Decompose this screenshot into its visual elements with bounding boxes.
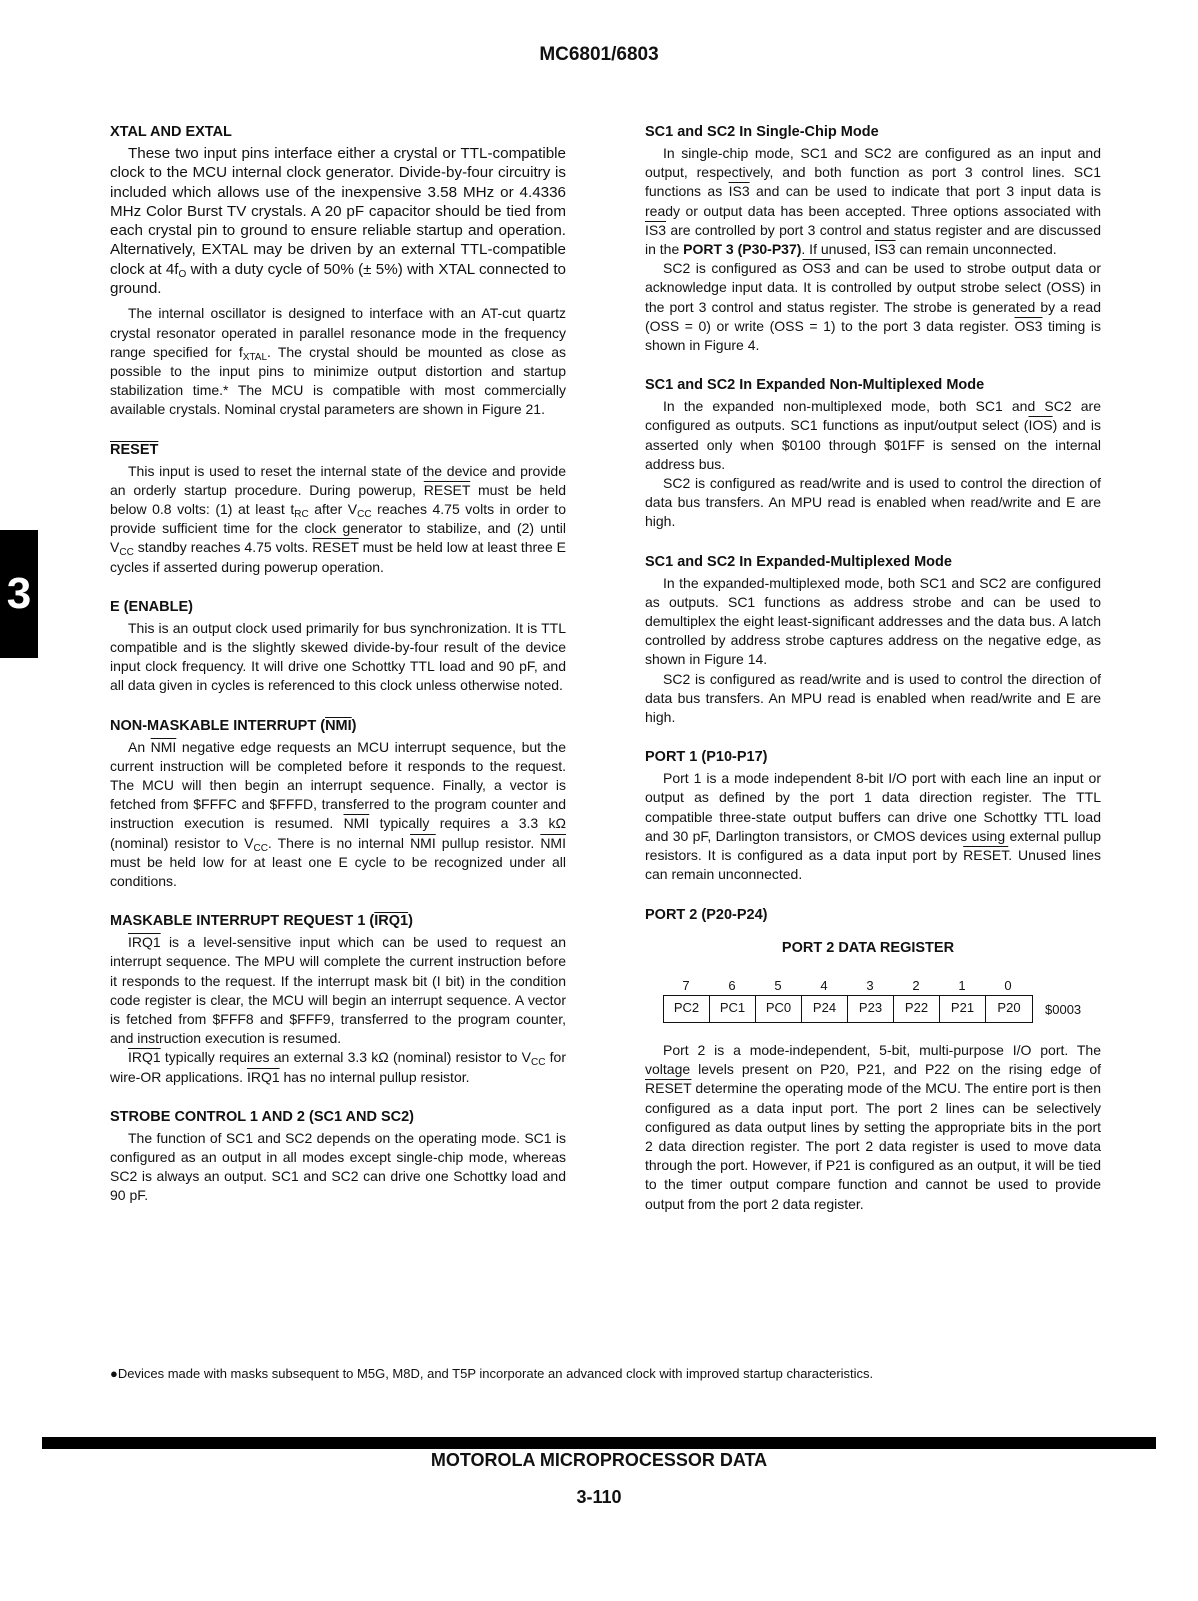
paragraph: The function of SC1 and SC2 depends on the operating mode. SC1 is configured as an output in all modes except single-chip mode, whereas SC2 is always an output. SC1 and SC2 can drive one Schottky load and 90 pF. — [110, 1129, 566, 1204]
paragraph: Port 2 is a mode-independent, 5-bit, multi-purpose I/O port. The voltage levels present on P20, P21, and P22 on the rising edge of RESET determine the operating mode of the MCU. The entire port is then configured as a data input port. The port 2 lines can be selectively configured as data output lines by setting the appropriate bits in the port 2 data direction register. The port 2 data register is used to move data through the port. However, if P21 is configured as an output, it will be tied to the timer output compare function and cannot be used to provide output from the port 2 data register. — [645, 1041, 1101, 1212]
register-bit-numbers — [663, 976, 1101, 995]
section-irq — [110, 911, 566, 1087]
register-row — [645, 995, 1101, 1023]
heading-nmi: NON-MASKABLE INTERRUPT (NMI) — [110, 717, 357, 734]
section-multiplexed — [645, 552, 1101, 728]
bit-number: 0 — [1004, 977, 1012, 993]
register-address: $0003 — [1045, 1001, 1082, 1017]
bit-number: 3 — [866, 977, 874, 993]
paragraph: In the expanded-multiplexed mode, both SC1 and SC2 are configured as outputs. SC1 functions as address strobe and can be used to demultiplex the eight least-significant addresses and the data bus. A latch controlled by address strobe captures address on the negative edge, as shown in Figure 14. — [645, 574, 1101, 668]
section-tab: 3 — [0, 530, 38, 658]
heading-irq: MASKABLE INTERRUPT REQUEST 1 (IRQ1) — [110, 913, 413, 930]
paragraph: IRQ1 typically requires an external 3.3 kΩ (nominal) resistor to $V_{CC}$ for wire-OR applications. IRQ1 has no internal pullup resistor. — [110, 1049, 566, 1085]
register-cell: P21 — [940, 996, 986, 1022]
page-number: 3-110 — [576, 1487, 622, 1507]
heading-reset: RESET — [110, 441, 159, 458]
bit-number: 5 — [774, 977, 782, 993]
paragraph: SC2 is configured as OS3 and can be used to strobe output data or acknowledge input data. It is controlled by output strobe select (OSS) in the port 3 control and status register. The strobe is generated by a read (OSS = 0) or write (OSS = 1) to the port 3 data register. OS3 timing is shown in Figure 4. — [645, 260, 1101, 354]
register-cell: PC2 — [664, 996, 710, 1022]
paragraph: SC2 is configured as read/write and is used to control the direction of data bus transfers. An MPU read is enabled when read/write and E are high. — [645, 670, 1101, 726]
footer-rule — [42, 1437, 1156, 1449]
bit-number: 4 — [820, 977, 828, 993]
section-enable — [110, 597, 566, 696]
heading-enable: E (ENABLE) — [110, 598, 193, 615]
section-port2 — [645, 905, 1101, 1214]
footnote: ●Devices made with masks subsequent to M5G, M8D, and T5P incorporate an advanced clock with improved startup characteristics. — [110, 1366, 874, 1381]
right-column — [645, 122, 1101, 1228]
paragraph: This is an output clock used primarily for bus synchronization. It is TTL compatible and is the slightly skewed divide-by-four result of the device input clock frequency. It will drive one Schottky TTL load and 90 pF, and all data given in cycles is referenced to this clock unless otherwise noted. — [110, 619, 566, 694]
paragraph: SC2 is configured as read/write and is used to control the direction of data bus transfers. An MPU read is enabled when read/write and E are high. — [645, 475, 1101, 530]
register-cell: PC0 — [756, 996, 802, 1022]
heading-port1: PORT 1 (P10-P17) — [645, 749, 768, 766]
bit-number: 6 — [728, 977, 736, 993]
paragraph: An $\overline{NMI}$ negative edge requests an MCU interrupt sequence, but the current instruction will be completed before it responds to the request. The MCU will then begin an interrupt sequence. Finally, a vector is fetched from $FFFC and $FFFD, transferred to the program counter and instruction execution is resumed. $\overline{NMI}$ typically requires a 3.3 kΩ (nominal) resistor to $V_{CC}$. There is no internal $\overline{NMI}$ pullup resistor. $\overline{NMI}$ must be held low for at least one E cycle to be recognized under all conditions. — [110, 738, 567, 890]
register-cell: P24 — [802, 996, 848, 1022]
section-nmi — [110, 716, 566, 892]
section-strobe — [110, 1107, 566, 1206]
heading-single-chip: SC1 and SC2 In Single-Chip Mode — [645, 124, 879, 140]
page-header-title: MC6801/6803 — [539, 44, 659, 65]
register-title: PORT 2 DATA REGISTER — [781, 939, 955, 956]
section-xtal — [110, 122, 566, 420]
port2-data-register — [645, 939, 1101, 1023]
section-port1 — [645, 747, 1101, 884]
bit-number: 1 — [958, 977, 966, 993]
left-column — [110, 122, 566, 1220]
section-single-chip — [645, 122, 1101, 355]
section-reset — [110, 440, 566, 577]
register-cell: P22 — [894, 996, 940, 1022]
paragraph: In single-chip mode, SC1 and SC2 are configured as an input and output, respectively, and both function as port 3 control lines. SC1 functions as IS3 and can be used to indicate that port 3 input data is ready or output data has been accepted. Three options associated with IS3 are controlled by port 3 control and status register and are discussed in the PORT 3 (P30-P37). If unused, IS3 can remain unconnected. — [645, 145, 1101, 258]
heading-xtal: XTAL AND EXTAL — [110, 124, 232, 140]
register-cell: P23 — [848, 996, 894, 1022]
paragraph: These two input pins interface either a crystal or TTL-compatible clock to the MCU internal clock generator. Divide-by-four circuitry is included which allows use of the inexpensive 3.58 MHz or 4.4336 MHz Color Burst TV crystals. A 20 pF capacitor should be tied from each crystal pin to ground to ensure reliable startup and operation. Alternatively, EXTAL may be driven by an external TTL-compatible clock at $4f_O$ with a duty cycle of 50% (± 5%) with XTAL connected to ground. — [110, 145, 567, 298]
bit-number: 7 — [682, 977, 690, 993]
register-cell: P20 — [997, 999, 1021, 1015]
register-cell: PC1 — [710, 996, 756, 1022]
footer-title: MOTOROLA MICROPROCESSOR DATA — [430, 1450, 768, 1470]
heading-port2: PORT 2 (P20-P24) — [645, 906, 768, 923]
section-non-multiplexed — [645, 375, 1101, 531]
paragraph: In the expanded non-multiplexed mode, both SC1 and SC2 are configured as outputs. SC1 functions as input/output select $(\overline{IOS})$ and is asserted only when $0100 through $01FF is sensed on the internal address bus. — [645, 398, 1101, 472]
heading-multiplexed: SC1 and SC2 In Expanded-Multiplexed Mode — [645, 553, 952, 570]
bit-number: 2 — [912, 977, 920, 993]
paragraph: The internal oscillator is designed to interface with an AT-cut quartz crystal resonator operated in parallel resonance mode in the frequency range specified for $f_{XTAL}$. The crystal should be mounted as close as possible to the input pins to minimize output distortion and startup stabilization time.* The MCU is compatible with most commercially available crystals. Nominal crystal parameters are shown in Figure 21. — [110, 305, 567, 418]
heading-strobe: STROBE CONTROL 1 AND 2 (SC1 AND SC2) — [110, 1108, 414, 1125]
paragraph: Port 1 is a mode independent 8-bit I/O port with each line an input or output as defined by the port 1 data direction register. The TTL compatible three-state output buffers can drive one Schottky TTL load and 30 pF, Darlington transistors, or CMOS devices using external pullup resistors. It is configured as a data input port by RESET. Unused lines can remain unconnected. — [645, 770, 1102, 883]
paragraph: IRQ1 is a level-sensitive input which can be used to request an interrupt sequence. The MPU will complete the current instruction before it responds to the request. If the interrupt mask bit (I bit) in the condition code register is clear, the MCU will begin an interrupt sequence. A vector is fetched from $FFF8 and $FFF9, transferred to the program counter, and instruction execution is resumed. — [110, 934, 566, 1047]
register-cells — [663, 995, 1033, 1023]
paragraph: This input is used to reset the internal state of the device and provide an orderly startup procedure. During powerup, RESET must be held below 0.8 volts: (1) at least $t_{RC}$ after $V_{CC}$ reaches 4.75 volts in order to provide sufficient time for the clock generator to stabilize, and (2) until $V_{CC}$ standby reaches 4.75 volts. RESET must be held low at least three E cycles if asserted during powerup operation. — [110, 462, 567, 575]
heading-non-multiplexed: SC1 and SC2 In Expanded Non-Multiplexed Mode — [645, 377, 985, 394]
